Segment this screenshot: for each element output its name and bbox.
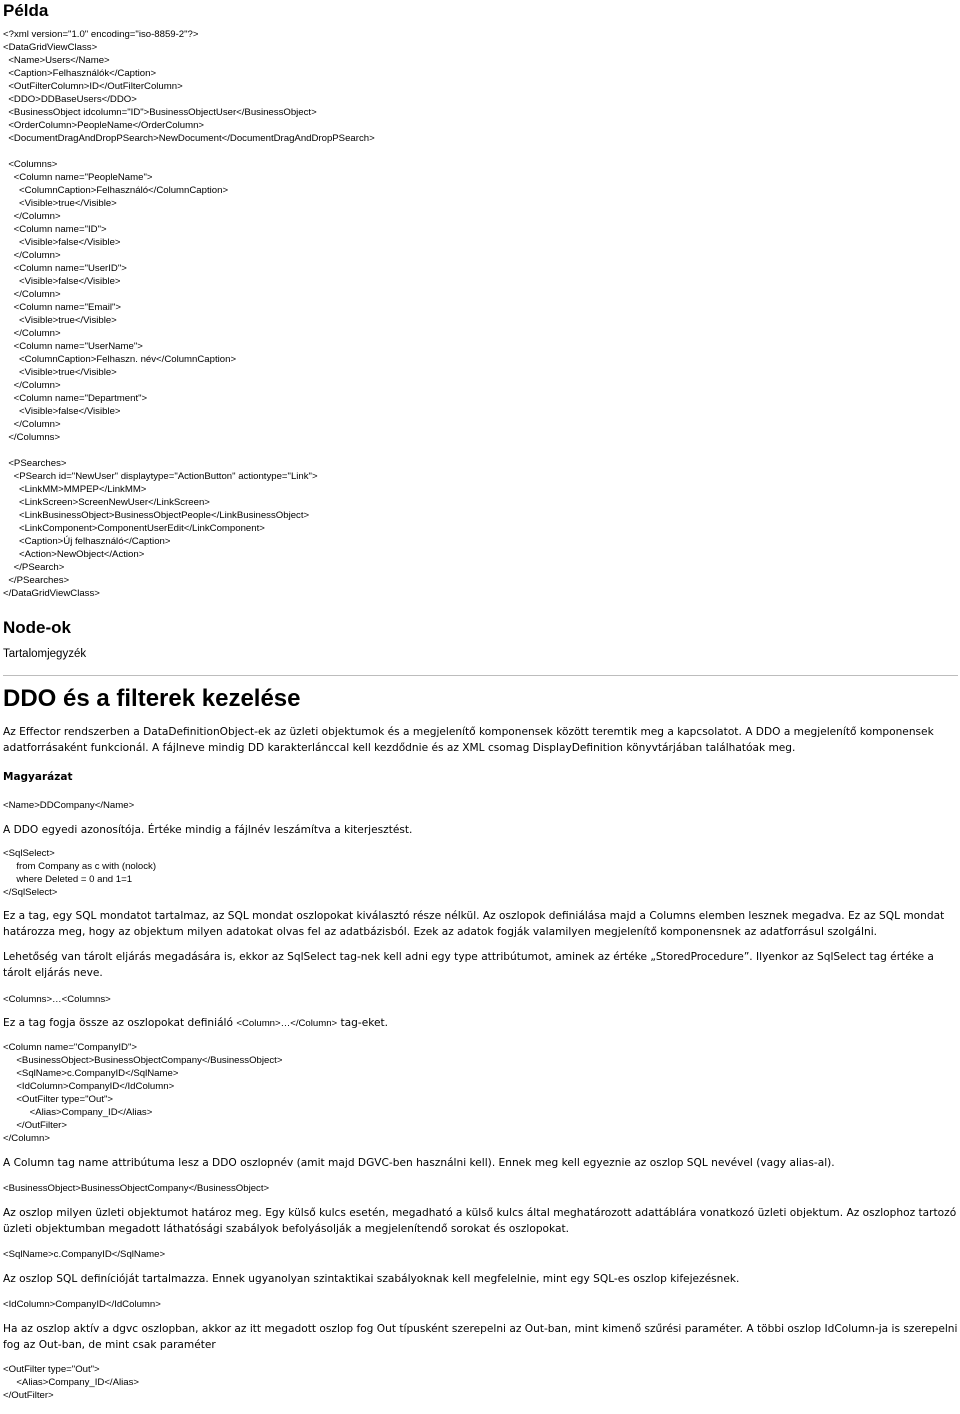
intro-paragraph: Az Effector rendszerben a DataDefinitionObject-ek az üzleti objektumok és a megjelenítő komponensek között teremtik meg a kapcsolatot. A DDO a megjelenítő komponensek adatforrásaként funkcionál. A fájlneve mindig DD karakterlánccal kell kezdődnie és az XML csomag DisplayDefinition könyvtárjában találhatóak meg.	[3, 726, 934, 754]
columns-desc-after: tag-eket.	[337, 1017, 389, 1029]
columns-tag-code: <Columns>…<Columns>	[3, 994, 111, 1005]
nodes-heading: Node-ok	[3, 618, 71, 637]
section-title: DDO és a filterek kezelése	[3, 685, 301, 712]
idcolumn-tag-code: <IdColumn>CompanyID</IdColumn>	[3, 1299, 161, 1310]
sqlselect-code: <SqlSelect> from Company as c with (nolock) where Deleted = 0 and 1=1 </SqlSelect>	[3, 848, 157, 898]
name-description: A DDO egyedi azonosítója. Értéke mindig a fájlnév leszámítva a kiterjesztést.	[3, 824, 413, 836]
toc-label: Tartalomjegyzék	[3, 648, 87, 660]
example-heading: Példa	[3, 1, 49, 20]
sqlname-tag-code: <SqlName>c.CompanyID</SqlName>	[3, 1249, 166, 1260]
outfilter-code: <OutFilter type="Out"> <Alias>Company_ID</Alias> </OutFilter>	[3, 1364, 139, 1401]
stored-procedure-description: Lehetőség van tárolt eljárás megadására is, ekkor az SqlSelect tag-nek kell adni egy type attribútumot, aminek az értéke „StoredProcedure”. Ilyenkor az SqlSelect tag értéke a tárolt eljárás neve.	[3, 951, 934, 979]
columns-description	[3, 1015, 958, 1032]
businessobject-description: Az oszlop milyen üzleti objektumot határoz meg. Egy külső kulcs esetén, megadható a külső kulcs által meghatározott adattáblára vonatkozó üzleti objektum. Az oszlophoz tartozó üzleti objektumban megadott láthatósági szabályok befolyásolják a megjelenítendő sorokat és oszlopokat.	[3, 1207, 957, 1235]
column-example-code: <Column name="CompanyID"> <BusinessObject>BusinessObjectCompany</BusinessObject> <SqlName>c.CompanyID</SqlName> <IdColumn>CompanyID</IdColumn> <OutFilter type="Out"> <Alias>Company_ID</Alias> </OutFilter> </Column>	[3, 1042, 283, 1144]
name-tag-code: <Name>DDCompany</Name>	[3, 800, 135, 811]
columns-desc-code: <Column>…</Column>	[236, 1018, 338, 1029]
sqlname-description: Az oszlop SQL definícióját tartalmazza. Ennek ugyanolyan szintaktikai szabályoknak kell megfelelnie, mint egy SQL-es oszlop kifejezésnek.	[3, 1273, 740, 1285]
divider	[3, 675, 958, 676]
explanation-heading: Magyarázat	[3, 771, 73, 783]
columns-desc-before: Ez a tag fogja össze az oszlopokat definiáló	[3, 1017, 237, 1029]
businessobject-tag-code: <BusinessObject>BusinessObjectCompany</BusinessObject>	[3, 1183, 270, 1194]
idcolumn-description: Ha az oszlop aktív a dgvc oszlopban, akkor az itt megadott oszlop fog Out típusként szerepelni az Out-ban, mint kimenő szűrési paraméter. A többi oszlop IdColumn-ja is szerepelni fog az Out-ban, de mint csak paraméter	[3, 1323, 958, 1351]
sqlselect-description: Ez a tag, egy SQL mondatot tartalmaz, az SQL mondat oszlopokat kiválasztó része nélkül. Az oszlopok definiálása majd a Columns elemben lesznek megadva. Ez az SQL mondat határozza meg, hogy az objektum milyen adatokat olvas fel az adatbázisból. Ezek az adatok fogják valamilyen megjelenítő komponensnek az adatforrásul szolgálni.	[3, 910, 945, 938]
column-description: A Column tag name attribútuma lesz a DDO oszlopnév (amit majd DGVC-ben használni kell). Ennek meg kell egyeznie az oszlop SQL nevével (vagy alias-al).	[3, 1157, 835, 1169]
xml-example-code: <?xml version="1.0" encoding="iso-8859-2"?> <DataGridViewClass> <Name>Users</Name> <Caption>Felhasználók</Caption> <OutFilterColumn>ID</OutFilterColumn> <DDO>DDBaseUsers</DDO> <BusinessObject idcolumn="ID">BusinessObjectUser</BusinessObject> <OrderColumn>PeopleName</OrderColumn> <DocumentDragAndDropPSearch>NewDocument</DocumentDragAndDropPSearch> <Columns> <Column name="PeopleName"> <ColumnCaption>Felhasználó</ColumnCaption> <Visible>true</Visible> </Column> <Column name="ID"> <Visible>false</Visible> </Column> <Column name="UserID"> <Visible>false</Visible> </Column> <Column name="Email"> <Visible>true</Visible> </Column> <Column name="UserName"> <ColumnCaption>Felhaszn. név</ColumnCaption> <Visible>true</Visible> </Column> <Column name="Department"> <Visible>false</Visible> </Column> </Columns> <PSearches> <PSearch id="NewUser" displaytype="ActionButton" actiontype="Link"> <LinkMM>MMPEP</LinkMM> <LinkScreen>ScreenNewUser</LinkScreen> <LinkBusinessObject>BusinessObjectPeople</LinkBusinessObject> <LinkComponent>ComponentUserEdit</LinkComponent> <Caption>Új felhasználó</Caption> <Action>NewObject</Action> </PSearch> </PSearches> </DataGridViewClass>	[3, 29, 375, 599]
